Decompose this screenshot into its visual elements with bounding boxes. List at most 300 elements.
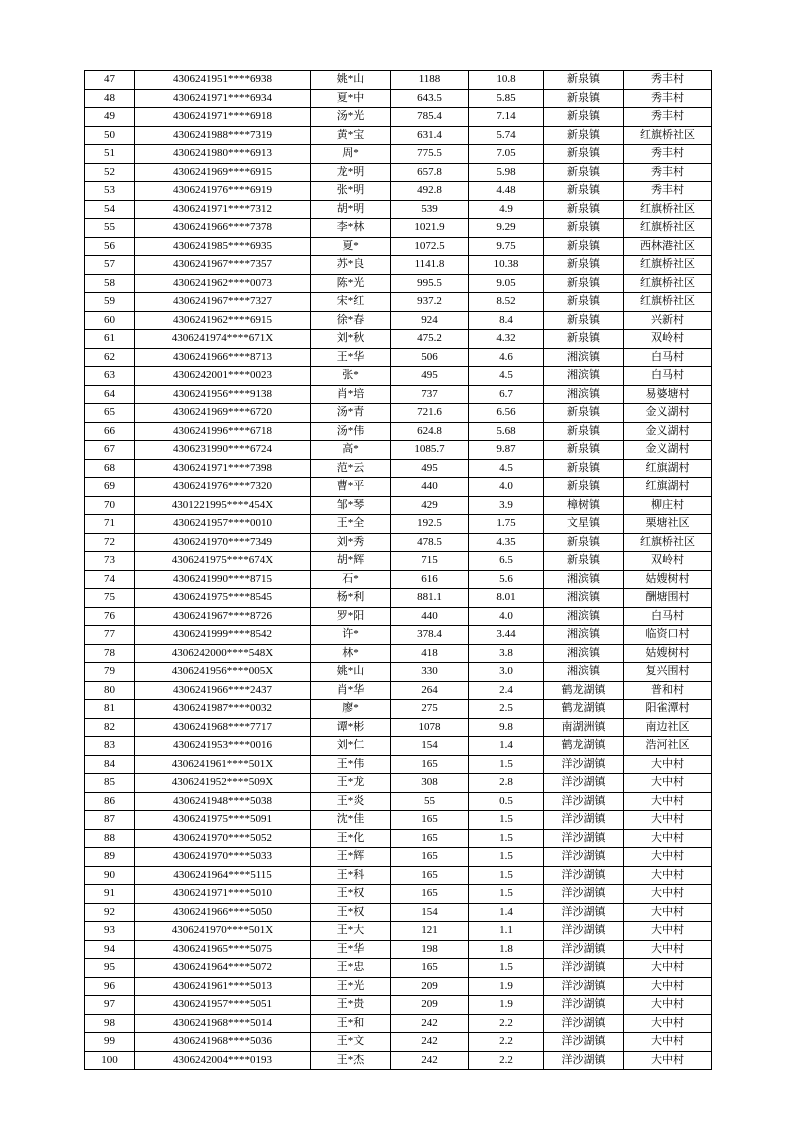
cell-town: 洋沙湖镇 [544, 922, 624, 941]
cell-name: 徐*春 [311, 311, 391, 330]
cell-id-number: 4306242004****0193 [135, 1051, 311, 1070]
cell-amount: 478.5 [391, 533, 469, 552]
cell-name: 王*炎 [311, 792, 391, 811]
table-row [85, 89, 712, 108]
cell-town: 新泉镇 [544, 256, 624, 275]
cell-town: 洋沙湖镇 [544, 940, 624, 959]
table-row [85, 404, 712, 423]
cell-amount: 209 [391, 996, 469, 1015]
table-row [85, 977, 712, 996]
cell-name: 林* [311, 644, 391, 663]
table-row [85, 330, 712, 349]
cell-village: 大中村 [624, 940, 712, 959]
cell-row-number: 70 [85, 496, 135, 515]
cell-row-number: 51 [85, 145, 135, 164]
cell-subsidy: 5.85 [469, 89, 544, 108]
table-row [85, 71, 712, 90]
cell-row-number: 95 [85, 959, 135, 978]
cell-row-number: 82 [85, 718, 135, 737]
cell-amount: 55 [391, 792, 469, 811]
cell-town: 新泉镇 [544, 219, 624, 238]
cell-amount: 242 [391, 1033, 469, 1052]
cell-town: 新泉镇 [544, 163, 624, 182]
cell-village: 金义湖村 [624, 441, 712, 460]
cell-subsidy: 8.01 [469, 589, 544, 608]
cell-name: 王*贵 [311, 996, 391, 1015]
cell-town: 南湖洲镇 [544, 718, 624, 737]
cell-id-number: 4306241971****7398 [135, 459, 311, 478]
cell-amount: 881.1 [391, 589, 469, 608]
cell-id-number: 4306241970****5033 [135, 848, 311, 867]
cell-name: 王*化 [311, 829, 391, 848]
table-row [85, 367, 712, 386]
cell-name: 谭*彬 [311, 718, 391, 737]
cell-amount: 330 [391, 663, 469, 682]
cell-subsidy: 1.5 [469, 866, 544, 885]
cell-subsidy: 2.2 [469, 1051, 544, 1070]
cell-village: 阳雀潭村 [624, 700, 712, 719]
table-row [85, 348, 712, 367]
table-row [85, 237, 712, 256]
cell-subsidy: 10.38 [469, 256, 544, 275]
table-row [85, 478, 712, 497]
cell-id-number: 4306241999****8542 [135, 626, 311, 645]
cell-amount: 242 [391, 1014, 469, 1033]
cell-village: 酬塘围村 [624, 589, 712, 608]
cell-amount: 643.5 [391, 89, 469, 108]
cell-town: 洋沙湖镇 [544, 774, 624, 793]
cell-id-number: 4306241975****5091 [135, 811, 311, 830]
cell-amount: 121 [391, 922, 469, 941]
cell-town: 新泉镇 [544, 293, 624, 312]
cell-amount: 924 [391, 311, 469, 330]
cell-name: 王*文 [311, 1033, 391, 1052]
cell-town: 洋沙湖镇 [544, 848, 624, 867]
cell-village: 大中村 [624, 755, 712, 774]
cell-town: 新泉镇 [544, 237, 624, 256]
cell-row-number: 76 [85, 607, 135, 626]
cell-id-number: 4306241961****501X [135, 755, 311, 774]
cell-village: 大中村 [624, 977, 712, 996]
cell-id-number: 4306241987****0032 [135, 700, 311, 719]
cell-id-number: 4306241956****005X [135, 663, 311, 682]
cell-id-number: 4306241967****8726 [135, 607, 311, 626]
cell-village: 红旗桥社区 [624, 293, 712, 312]
cell-town: 湘滨镇 [544, 348, 624, 367]
table-row [85, 774, 712, 793]
cell-row-number: 54 [85, 200, 135, 219]
cell-id-number: 4306241968****5036 [135, 1033, 311, 1052]
cell-village: 红旗桥社区 [624, 200, 712, 219]
cell-subsidy: 1.4 [469, 737, 544, 756]
cell-id-number: 4306241953****0016 [135, 737, 311, 756]
cell-village: 兴新村 [624, 311, 712, 330]
cell-village: 大中村 [624, 1051, 712, 1070]
cell-amount: 165 [391, 959, 469, 978]
cell-village: 白马村 [624, 367, 712, 386]
cell-town: 新泉镇 [544, 311, 624, 330]
cell-subsidy: 1.5 [469, 811, 544, 830]
cell-subsidy: 4.9 [469, 200, 544, 219]
cell-name: 石* [311, 570, 391, 589]
cell-subsidy: 2.2 [469, 1033, 544, 1052]
cell-village: 双岭村 [624, 330, 712, 349]
cell-subsidy: 2.8 [469, 774, 544, 793]
cell-amount: 440 [391, 478, 469, 497]
cell-town: 新泉镇 [544, 200, 624, 219]
cell-village: 秀丰村 [624, 71, 712, 90]
cell-village: 大中村 [624, 922, 712, 941]
cell-village: 红旗桥社区 [624, 256, 712, 275]
cell-subsidy: 10.8 [469, 71, 544, 90]
cell-row-number: 56 [85, 237, 135, 256]
cell-id-number: 4306241962****6915 [135, 311, 311, 330]
table-row [85, 866, 712, 885]
table-row [85, 182, 712, 201]
cell-subsidy: 1.8 [469, 940, 544, 959]
cell-town: 新泉镇 [544, 404, 624, 423]
table-row [85, 681, 712, 700]
cell-name: 王*权 [311, 885, 391, 904]
cell-row-number: 65 [85, 404, 135, 423]
cell-town: 新泉镇 [544, 145, 624, 164]
table-row [85, 533, 712, 552]
table-row [85, 607, 712, 626]
cell-town: 新泉镇 [544, 552, 624, 571]
cell-name: 王*权 [311, 903, 391, 922]
cell-name: 张*明 [311, 182, 391, 201]
cell-id-number: 4306241966****8713 [135, 348, 311, 367]
cell-row-number: 79 [85, 663, 135, 682]
cell-village: 大中村 [624, 829, 712, 848]
cell-name: 汤*青 [311, 404, 391, 423]
cell-id-number: 4306241985****6935 [135, 237, 311, 256]
cell-amount: 475.2 [391, 330, 469, 349]
cell-village: 秀丰村 [624, 163, 712, 182]
cell-id-number: 4306241976****6919 [135, 182, 311, 201]
table-row [85, 422, 712, 441]
table-row [85, 996, 712, 1015]
cell-subsidy: 7.14 [469, 108, 544, 127]
cell-row-number: 90 [85, 866, 135, 885]
table-row [85, 163, 712, 182]
cell-amount: 495 [391, 459, 469, 478]
cell-amount: 624.8 [391, 422, 469, 441]
table-row [85, 903, 712, 922]
cell-subsidy: 1.4 [469, 903, 544, 922]
cell-subsidy: 1.5 [469, 959, 544, 978]
table-row [85, 108, 712, 127]
cell-id-number: 4306241968****5014 [135, 1014, 311, 1033]
cell-id-number: 4306241971****5010 [135, 885, 311, 904]
cell-village: 栗塘社区 [624, 515, 712, 534]
cell-name: 罗*阳 [311, 607, 391, 626]
cell-town: 洋沙湖镇 [544, 903, 624, 922]
table-row [85, 755, 712, 774]
table-row [85, 459, 712, 478]
cell-subsidy: 3.0 [469, 663, 544, 682]
cell-subsidy: 3.44 [469, 626, 544, 645]
cell-name: 王*华 [311, 348, 391, 367]
cell-id-number: 4306241976****7320 [135, 478, 311, 497]
cell-id-number: 4306241996****6718 [135, 422, 311, 441]
cell-id-number: 4306241971****7312 [135, 200, 311, 219]
cell-subsidy: 7.05 [469, 145, 544, 164]
cell-id-number: 4306241969****6720 [135, 404, 311, 423]
cell-amount: 506 [391, 348, 469, 367]
table-row [85, 940, 712, 959]
table-row [85, 570, 712, 589]
cell-id-number: 4306241948****5038 [135, 792, 311, 811]
cell-town: 洋沙湖镇 [544, 1033, 624, 1052]
cell-name: 沈*佳 [311, 811, 391, 830]
table-row [85, 792, 712, 811]
cell-amount: 192.5 [391, 515, 469, 534]
cell-town: 新泉镇 [544, 533, 624, 552]
cell-name: 高* [311, 441, 391, 460]
cell-subsidy: 1.1 [469, 922, 544, 941]
cell-amount: 264 [391, 681, 469, 700]
table-row [85, 274, 712, 293]
cell-row-number: 78 [85, 644, 135, 663]
cell-subsidy: 6.56 [469, 404, 544, 423]
cell-town: 洋沙湖镇 [544, 811, 624, 830]
cell-row-number: 91 [85, 885, 135, 904]
cell-subsidy: 9.05 [469, 274, 544, 293]
cell-amount: 1072.5 [391, 237, 469, 256]
cell-town: 鹤龙湖镇 [544, 681, 624, 700]
cell-village: 西林港社区 [624, 237, 712, 256]
cell-id-number: 4306242001****0023 [135, 367, 311, 386]
cell-row-number: 98 [85, 1014, 135, 1033]
cell-village: 大中村 [624, 1014, 712, 1033]
cell-subsidy: 9.87 [469, 441, 544, 460]
cell-row-number: 68 [85, 459, 135, 478]
cell-village: 南边社区 [624, 718, 712, 737]
cell-row-number: 75 [85, 589, 135, 608]
cell-name: 汤*光 [311, 108, 391, 127]
cell-name: 胡*明 [311, 200, 391, 219]
cell-row-number: 64 [85, 385, 135, 404]
cell-village: 红旗桥社区 [624, 533, 712, 552]
cell-town: 洋沙湖镇 [544, 755, 624, 774]
table-row [85, 1014, 712, 1033]
cell-amount: 775.5 [391, 145, 469, 164]
cell-town: 新泉镇 [544, 71, 624, 90]
cell-amount: 721.6 [391, 404, 469, 423]
cell-amount: 429 [391, 496, 469, 515]
cell-town: 新泉镇 [544, 89, 624, 108]
cell-town: 洋沙湖镇 [544, 885, 624, 904]
cell-name: 陈*光 [311, 274, 391, 293]
cell-row-number: 55 [85, 219, 135, 238]
cell-id-number: 4306241952****509X [135, 774, 311, 793]
table-row [85, 922, 712, 941]
cell-amount: 1085.7 [391, 441, 469, 460]
cell-amount: 616 [391, 570, 469, 589]
cell-village: 秀丰村 [624, 108, 712, 127]
cell-amount: 937.2 [391, 293, 469, 312]
cell-name: 许* [311, 626, 391, 645]
cell-amount: 242 [391, 1051, 469, 1070]
cell-village: 大中村 [624, 811, 712, 830]
cell-village: 大中村 [624, 774, 712, 793]
cell-village: 浩河社区 [624, 737, 712, 756]
cell-village: 复兴围村 [624, 663, 712, 682]
cell-amount: 657.8 [391, 163, 469, 182]
table-row [85, 1051, 712, 1070]
cell-id-number: 4306241969****6915 [135, 163, 311, 182]
table-row [85, 644, 712, 663]
cell-id-number: 4306241990****8715 [135, 570, 311, 589]
cell-name: 姚*山 [311, 663, 391, 682]
cell-subsidy: 1.9 [469, 977, 544, 996]
table-row [85, 589, 712, 608]
cell-id-number: 4306241970****5052 [135, 829, 311, 848]
cell-name: 周* [311, 145, 391, 164]
cell-subsidy: 6.5 [469, 552, 544, 571]
cell-town: 新泉镇 [544, 126, 624, 145]
cell-row-number: 49 [85, 108, 135, 127]
cell-subsidy: 5.68 [469, 422, 544, 441]
cell-subsidy: 3.9 [469, 496, 544, 515]
cell-id-number: 4306241967****7327 [135, 293, 311, 312]
table-row [85, 441, 712, 460]
table-row [85, 311, 712, 330]
cell-town: 樟树镇 [544, 496, 624, 515]
cell-town: 湘滨镇 [544, 607, 624, 626]
cell-name: 王*科 [311, 866, 391, 885]
table-row [85, 200, 712, 219]
cell-amount: 1141.8 [391, 256, 469, 275]
cell-village: 大中村 [624, 1033, 712, 1052]
cell-town: 洋沙湖镇 [544, 1051, 624, 1070]
cell-subsidy: 9.8 [469, 718, 544, 737]
cell-subsidy: 4.0 [469, 478, 544, 497]
cell-town: 新泉镇 [544, 478, 624, 497]
cell-village: 白马村 [624, 348, 712, 367]
cell-row-number: 100 [85, 1051, 135, 1070]
cell-subsidy: 1.5 [469, 755, 544, 774]
cell-amount: 154 [391, 737, 469, 756]
cell-name: 苏*良 [311, 256, 391, 275]
cell-village: 秀丰村 [624, 182, 712, 201]
table-row [85, 145, 712, 164]
cell-id-number: 4306241965****5075 [135, 940, 311, 959]
table-row [85, 552, 712, 571]
cell-row-number: 67 [85, 441, 135, 460]
cell-amount: 785.4 [391, 108, 469, 127]
cell-row-number: 58 [85, 274, 135, 293]
cell-amount: 539 [391, 200, 469, 219]
cell-name: 夏* [311, 237, 391, 256]
table-row [85, 515, 712, 534]
cell-subsidy: 1.5 [469, 848, 544, 867]
cell-subsidy: 4.0 [469, 607, 544, 626]
cell-name: 黄*宝 [311, 126, 391, 145]
cell-row-number: 71 [85, 515, 135, 534]
cell-name: 王*龙 [311, 774, 391, 793]
cell-subsidy: 4.5 [469, 367, 544, 386]
table-body [85, 71, 712, 1070]
cell-id-number: 4306241956****9138 [135, 385, 311, 404]
cell-amount: 275 [391, 700, 469, 719]
cell-row-number: 63 [85, 367, 135, 386]
cell-village: 红旗湖村 [624, 478, 712, 497]
cell-row-number: 73 [85, 552, 135, 571]
cell-village: 大中村 [624, 996, 712, 1015]
cell-row-number: 89 [85, 848, 135, 867]
cell-town: 新泉镇 [544, 182, 624, 201]
cell-village: 金义湖村 [624, 422, 712, 441]
cell-town: 洋沙湖镇 [544, 792, 624, 811]
table-row [85, 385, 712, 404]
cell-town: 湘滨镇 [544, 570, 624, 589]
cell-row-number: 72 [85, 533, 135, 552]
cell-id-number: 4301221995****454X [135, 496, 311, 515]
cell-id-number: 4306241951****6938 [135, 71, 311, 90]
cell-village: 红旗桥社区 [624, 274, 712, 293]
cell-village: 柳庄村 [624, 496, 712, 515]
cell-name: 夏*中 [311, 89, 391, 108]
cell-id-number: 4306241957****0010 [135, 515, 311, 534]
cell-row-number: 81 [85, 700, 135, 719]
cell-town: 文星镇 [544, 515, 624, 534]
cell-row-number: 93 [85, 922, 135, 941]
cell-town: 洋沙湖镇 [544, 1014, 624, 1033]
cell-row-number: 88 [85, 829, 135, 848]
cell-row-number: 69 [85, 478, 135, 497]
cell-row-number: 83 [85, 737, 135, 756]
cell-town: 湘滨镇 [544, 644, 624, 663]
cell-town: 湘滨镇 [544, 385, 624, 404]
cell-subsidy: 0.5 [469, 792, 544, 811]
cell-amount: 165 [391, 866, 469, 885]
cell-name: 王*光 [311, 977, 391, 996]
cell-amount: 165 [391, 755, 469, 774]
cell-row-number: 94 [85, 940, 135, 959]
cell-subsidy: 1.75 [469, 515, 544, 534]
cell-subsidy: 4.6 [469, 348, 544, 367]
cell-row-number: 86 [85, 792, 135, 811]
cell-name: 杨*利 [311, 589, 391, 608]
cell-id-number: 4306241971****6918 [135, 108, 311, 127]
cell-name: 王*伟 [311, 755, 391, 774]
cell-name: 王*大 [311, 922, 391, 941]
cell-village: 普和村 [624, 681, 712, 700]
cell-amount: 198 [391, 940, 469, 959]
cell-town: 新泉镇 [544, 422, 624, 441]
cell-amount: 1078 [391, 718, 469, 737]
cell-name: 王*忠 [311, 959, 391, 978]
cell-row-number: 60 [85, 311, 135, 330]
cell-subsidy: 5.98 [469, 163, 544, 182]
table-row [85, 126, 712, 145]
cell-village: 临资口村 [624, 626, 712, 645]
cell-town: 洋沙湖镇 [544, 977, 624, 996]
cell-subsidy: 9.29 [469, 219, 544, 238]
cell-row-number: 66 [85, 422, 135, 441]
cell-amount: 308 [391, 774, 469, 793]
cell-row-number: 87 [85, 811, 135, 830]
cell-row-number: 85 [85, 774, 135, 793]
cell-town: 新泉镇 [544, 108, 624, 127]
cell-amount: 165 [391, 829, 469, 848]
cell-subsidy: 4.32 [469, 330, 544, 349]
cell-name: 宋*红 [311, 293, 391, 312]
cell-row-number: 97 [85, 996, 135, 1015]
cell-subsidy: 3.8 [469, 644, 544, 663]
